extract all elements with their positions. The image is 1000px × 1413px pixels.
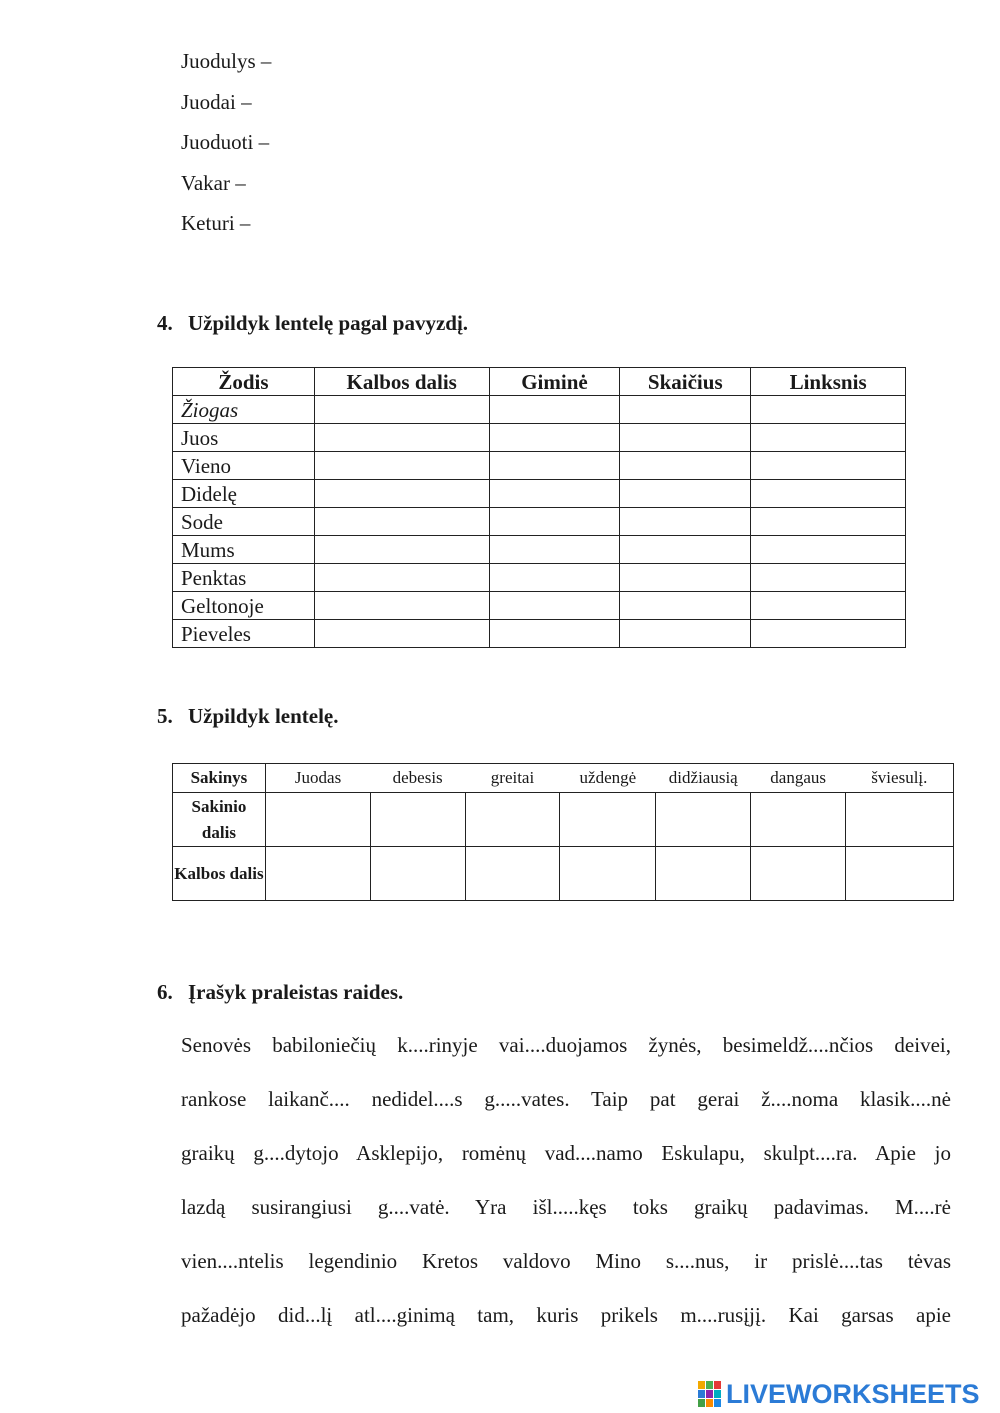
- answer-cell[interactable]: [560, 847, 656, 901]
- answer-cell[interactable]: [489, 620, 620, 648]
- task5-heading: [157, 704, 339, 729]
- sentence-word: greitai: [465, 764, 560, 793]
- paragraph-line: vien....ntelis legendinio Kretos valdovo Mino s....nus, ir prislė....tas tėvas: [181, 1249, 951, 1273]
- table-row: [173, 564, 906, 592]
- answer-cell[interactable]: [489, 480, 620, 508]
- row-word: Vieno: [173, 452, 315, 480]
- task4-title: Užpildyk lentelę pagal pavyzdį.: [188, 311, 469, 335]
- table-row: [173, 480, 906, 508]
- answer-cell[interactable]: [314, 396, 489, 424]
- sentence-word: debesis: [370, 764, 465, 793]
- sentence-word: šviesulį.: [846, 764, 954, 793]
- answer-cell[interactable]: [620, 508, 751, 536]
- paragraph-line: rankose laikanč.... nedidel....s g.....vates. Taip pat gerai ž....noma klasik....nė: [181, 1087, 951, 1111]
- paragraph-line: lazdą susirangiusi g....vatė. Yra išl.....kęs toks graikų padavimas. M....rė: [181, 1195, 951, 1219]
- task6-title: Įrašyk praleistas raides.: [188, 980, 404, 1004]
- header-gimine: Giminė: [489, 368, 620, 396]
- paragraph-line: graikų g....dytojo Asklepijo, romėnų vad....namo Eskulapu, skulpt....ra. Apie jo: [181, 1141, 951, 1165]
- answer-cell[interactable]: [560, 793, 656, 847]
- word-list-item: Keturi –: [181, 211, 251, 235]
- answer-cell[interactable]: [846, 793, 954, 847]
- task5-table: [172, 763, 954, 901]
- answer-cell[interactable]: [751, 424, 906, 452]
- row-word: Penktas: [173, 564, 315, 592]
- answer-cell[interactable]: [489, 536, 620, 564]
- header-skaicius: Skaičius: [620, 368, 751, 396]
- task4-table: [172, 367, 906, 648]
- answer-cell[interactable]: [489, 508, 620, 536]
- answer-cell[interactable]: [314, 424, 489, 452]
- task6-heading: [157, 980, 403, 1005]
- answer-cell[interactable]: [314, 620, 489, 648]
- table-row: [173, 536, 906, 564]
- word-list-item: Juoduoti –: [181, 130, 270, 154]
- answer-cell[interactable]: [751, 793, 846, 847]
- answer-cell[interactable]: [751, 536, 906, 564]
- answer-cell[interactable]: [656, 793, 751, 847]
- row-word: Juos: [173, 424, 315, 452]
- table-row: [173, 424, 906, 452]
- sentence-word: dangaus: [751, 764, 846, 793]
- word-list-item: Juodai –: [181, 89, 252, 114]
- answer-cell[interactable]: [314, 480, 489, 508]
- row-word: Žiogas: [173, 396, 315, 424]
- liveworksheets-logo: [698, 1376, 980, 1412]
- answer-cell[interactable]: [620, 536, 751, 564]
- row-word: Didelę: [173, 480, 315, 508]
- answer-cell[interactable]: [620, 564, 751, 592]
- liveworksheets-logo-icon: [698, 1379, 722, 1409]
- answer-cell[interactable]: [620, 396, 751, 424]
- answer-cell[interactable]: [370, 847, 465, 901]
- answer-cell[interactable]: [265, 793, 370, 847]
- sentence-word: uždengė: [560, 764, 656, 793]
- paragraph-line: Senovės babiloniečių k....rinyje vai....duojamos žynės, besimeldž....nčios deivei,: [181, 1033, 951, 1057]
- answer-cell[interactable]: [489, 396, 620, 424]
- fill-in-paragraph: [181, 1018, 951, 1342]
- answer-cell[interactable]: [846, 847, 954, 901]
- answer-cell[interactable]: [751, 564, 906, 592]
- logo-text: LIVEWORKSHEETS: [726, 1378, 980, 1409]
- answer-cell[interactable]: [370, 793, 465, 847]
- answer-cell[interactable]: [489, 592, 620, 620]
- header-zodis: Žodis: [173, 368, 315, 396]
- answer-cell[interactable]: [465, 847, 560, 901]
- task4-number: 4.: [157, 311, 173, 335]
- answer-cell[interactable]: [656, 847, 751, 901]
- answer-cell[interactable]: [751, 847, 846, 901]
- row-word: Geltonoje: [173, 592, 315, 620]
- row-label-kalbos-dalis: Kalbos dalis: [173, 847, 266, 901]
- word-list-item: Vakar –: [181, 170, 246, 195]
- answer-cell[interactable]: [489, 452, 620, 480]
- table-row: [173, 620, 906, 648]
- header-linksnis: Linksnis: [751, 368, 906, 396]
- answer-cell[interactable]: [751, 480, 906, 508]
- task5-title: Užpildyk lentelę.: [188, 704, 339, 728]
- sentence-word: Juodas: [265, 764, 370, 793]
- table-row: [173, 592, 906, 620]
- answer-cell[interactable]: [314, 592, 489, 620]
- answer-cell[interactable]: [751, 592, 906, 620]
- answer-cell[interactable]: [751, 620, 906, 648]
- sentence-row: [173, 764, 954, 793]
- answer-cell[interactable]: [620, 452, 751, 480]
- answer-cell[interactable]: [620, 424, 751, 452]
- answer-cell[interactable]: [751, 508, 906, 536]
- answer-cell[interactable]: [265, 847, 370, 901]
- answer-cell[interactable]: [314, 508, 489, 536]
- paragraph-line: pažadėjo did...lį atl....ginimą tam, kuris prikels m....rusįjį. Kai garsas apie: [181, 1303, 951, 1327]
- header-kalbos-dalis: Kalbos dalis: [314, 368, 489, 396]
- row-word: Sode: [173, 508, 315, 536]
- task4-heading: [157, 311, 468, 336]
- table-row: [173, 847, 954, 901]
- word-list: [181, 46, 271, 249]
- task5-number: 5.: [157, 704, 173, 728]
- table-row: [173, 452, 906, 480]
- answer-cell[interactable]: [314, 564, 489, 592]
- answer-cell[interactable]: [489, 424, 620, 452]
- table-row: [173, 396, 906, 424]
- table-row: [173, 793, 954, 847]
- answer-cell[interactable]: [620, 592, 751, 620]
- row-label-sakinio-dalis: Sakinio dalis: [173, 793, 266, 847]
- word-list-item: Juodulys –: [181, 49, 272, 73]
- sentence-label: Sakinys: [173, 764, 266, 793]
- answer-cell[interactable]: [620, 480, 751, 508]
- table-row: [173, 508, 906, 536]
- answer-cell[interactable]: [751, 452, 906, 480]
- row-word: Mums: [173, 536, 315, 564]
- task6-number: 6.: [157, 980, 173, 1004]
- answer-cell[interactable]: [751, 396, 906, 424]
- answer-cell[interactable]: [314, 536, 489, 564]
- row-word: Pieveles: [173, 620, 315, 648]
- sentence-word: didžiausią: [656, 764, 751, 793]
- answer-cell[interactable]: [489, 564, 620, 592]
- table-header-row: [173, 368, 906, 396]
- answer-cell[interactable]: [620, 620, 751, 648]
- answer-cell[interactable]: [314, 452, 489, 480]
- answer-cell[interactable]: [465, 793, 560, 847]
